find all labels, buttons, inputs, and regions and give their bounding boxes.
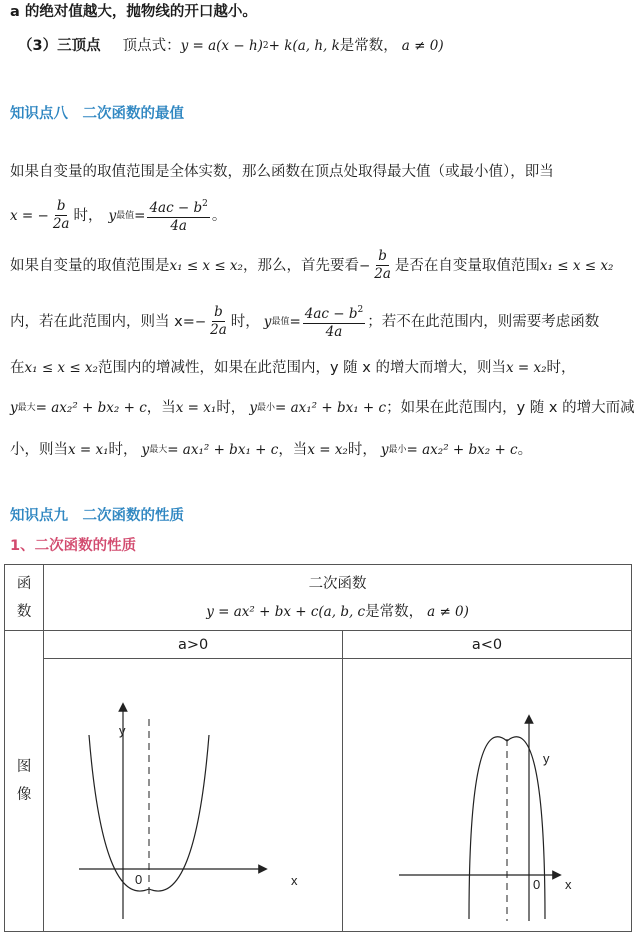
range-expr: x₁ ≤ x ≤ x₂ — [169, 257, 243, 274]
para2-line5 — [10, 440, 532, 460]
expr-at-x1: = ax₁² + bx₁ + c — [167, 442, 279, 458]
vertex-form-label: （3）三顶点 — [18, 38, 101, 54]
y-var: y — [263, 313, 272, 330]
subsection-heading-1: 1、二次函数的性质 — [10, 538, 137, 554]
subscript-max: 最大 — [17, 403, 36, 413]
minus-sign: − — [358, 257, 371, 274]
fraction-b-over-2a — [372, 248, 393, 283]
para2-text-4: 内，若在此范围内，则当 x= — [10, 313, 195, 330]
fraction-b-over-2a — [51, 198, 72, 233]
vertex-form-prefix: 顶点式： — [122, 38, 181, 54]
para2-text-17: 。 — [517, 442, 533, 458]
minus-sign: − — [194, 313, 207, 330]
para2-text-12: ；如果在此范围内，y 随 x 的增大而减 — [386, 400, 635, 416]
row-label-char: 像 — [16, 787, 32, 803]
para2-text-9: 时， — [546, 360, 576, 376]
subscript-extreme: 最值 — [116, 210, 135, 221]
x-eq-x1: x = x₁ — [68, 442, 109, 458]
x-axis-label: x — [565, 877, 572, 892]
fraction-b-over-2a — [208, 304, 229, 339]
section-heading-8: 知识点八 二次函数的最值 — [10, 106, 184, 122]
graph-parabola-up — [45, 659, 341, 927]
fraction-denominator: 2a — [52, 216, 70, 232]
para2-text-1: 如果自变量的取值范围是 — [10, 257, 170, 274]
para1-formula-line — [10, 196, 226, 235]
expr-at-x1: = ax₁² + bx₁ + c — [274, 400, 387, 416]
para2-text-3: 是否在自变量取值范围 — [394, 257, 540, 274]
vertex-formula-lhs: y = a(x − h) — [180, 38, 263, 54]
y-var: y — [108, 207, 117, 224]
y-var: y — [249, 400, 257, 416]
numerator-exp: 2 — [357, 305, 364, 315]
header-formula: y = ax² + bx + c(a, b, c — [206, 603, 366, 620]
graph-cell-negative — [343, 659, 632, 932]
row-label-char: 图 — [16, 759, 32, 775]
para2-text-11: 时， — [216, 400, 246, 416]
para2-text-13: 小，则当 — [10, 442, 68, 458]
para1-end: 。 — [211, 207, 227, 224]
para2-line2: 内，若在此范围内，则当 x= − $\frac{b}{2a}$ 时， y 最值 = $\frac{4ac - b^2}{4a}$ ；若不在此范围内，则需要考虑函数 — [10, 304, 600, 340]
para1-when: 时， — [73, 207, 103, 224]
fraction-numerator — [147, 196, 209, 218]
header-constant: 是常数， — [365, 603, 424, 620]
fraction-denominator: 2a — [374, 266, 391, 282]
subscript-extreme: 最值 — [271, 316, 290, 327]
row-label-function — [5, 565, 44, 631]
header-cell — [44, 565, 632, 631]
numerator-exp: 2 — [202, 199, 208, 209]
equals-sign: = — [134, 207, 146, 224]
para2-text-6: ；若不在此范围内，则需要考虑函数 — [367, 313, 600, 330]
subscript-min: 最小 — [388, 445, 407, 455]
x-eq-x1: x = x₁ — [175, 400, 217, 416]
y-axis-label: y — [119, 723, 126, 738]
header-formula-line — [44, 602, 631, 622]
para2-line3 — [10, 358, 576, 378]
para2-text-5: 时， — [230, 313, 260, 330]
para1-x-eq: x = − — [10, 207, 49, 224]
expr-at-x2: = ax₂² + bx₂ + c — [35, 400, 147, 416]
header-title: 二次函数 — [308, 575, 367, 592]
opening-note: a 的绝对值越大，抛物线的开口越小。 — [10, 4, 257, 20]
para2-text-16: 时， — [347, 442, 377, 458]
x-eq-x2: x = x₂ — [307, 442, 348, 458]
x-eq-x2: x = x₂ — [505, 360, 547, 376]
x-axis-label: x — [291, 873, 298, 888]
numerator-text: 4ac − b — [149, 200, 203, 216]
vertex-formula-rhs: + k(a, h, k — [268, 38, 340, 54]
properties-table — [4, 564, 632, 932]
col-header-a-negative: a<0 — [343, 631, 632, 659]
vertex-condition: a ≠ 0) — [401, 38, 444, 54]
para2-line1 — [10, 248, 613, 283]
para2-text-8: 范围内的增减性，如果在此范围内，y 随 x 的增大而增大，则当 — [97, 360, 506, 376]
fraction-numerator: b — [378, 248, 387, 264]
subscript-min: 最小 — [256, 403, 275, 413]
fraction-numerator: b — [56, 198, 66, 214]
para2-line4 — [10, 398, 635, 418]
subscript-max: 最大 — [149, 445, 168, 455]
vertex-constant-text: 是常数， — [339, 38, 398, 54]
fraction-denominator: 4a — [170, 218, 187, 234]
para2-text-14: 时， — [108, 442, 138, 458]
section-heading-9: 知识点九 二次函数的性质 — [10, 508, 184, 524]
para1-text: 如果自变量的取值范围是全体实数，那么函数在顶点处取得最大值（或最小值），即当 — [10, 164, 554, 180]
row-label-char: 函 — [16, 575, 32, 592]
y-var: y — [380, 442, 389, 458]
fraction-numerator: b — [214, 304, 223, 320]
y-var: y — [10, 400, 18, 416]
row-label-graph — [5, 631, 44, 932]
numerator-text: 4ac − b — [304, 306, 358, 322]
range-expr: x₁ ≤ x ≤ x₂ — [539, 257, 614, 274]
origin-label: 0 — [135, 872, 143, 887]
para2-text-7: 在 — [10, 360, 25, 376]
col-header-a-positive: a>0 — [44, 631, 343, 659]
para2-text-10: ，当 — [146, 400, 176, 416]
para2-text-15: ，当 — [278, 442, 308, 458]
header-condition: a ≠ 0) — [427, 603, 469, 620]
fraction-extreme-value — [147, 196, 209, 235]
expr-at-x2: = ax₂² + bx₂ + c — [406, 442, 518, 458]
origin-label: 0 — [533, 877, 541, 892]
fraction-numerator — [303, 302, 365, 324]
fraction-denominator: 2a — [210, 322, 227, 338]
range-expr: x₁ ≤ x ≤ x₂ — [24, 360, 98, 376]
row-label-char: 数 — [16, 603, 32, 620]
vertex-formula-exp: 2 — [262, 41, 269, 51]
para2-text-2: ，那么，首先要看 — [242, 257, 359, 274]
y-var: y — [141, 442, 150, 458]
fraction-denominator: 4a — [325, 324, 343, 340]
fraction-extreme-value — [303, 302, 365, 341]
y-axis-label: y — [543, 751, 550, 766]
graph-parabola-down — [343, 659, 631, 927]
graph-cell-positive — [44, 659, 343, 932]
vertex-form-line — [18, 36, 444, 56]
